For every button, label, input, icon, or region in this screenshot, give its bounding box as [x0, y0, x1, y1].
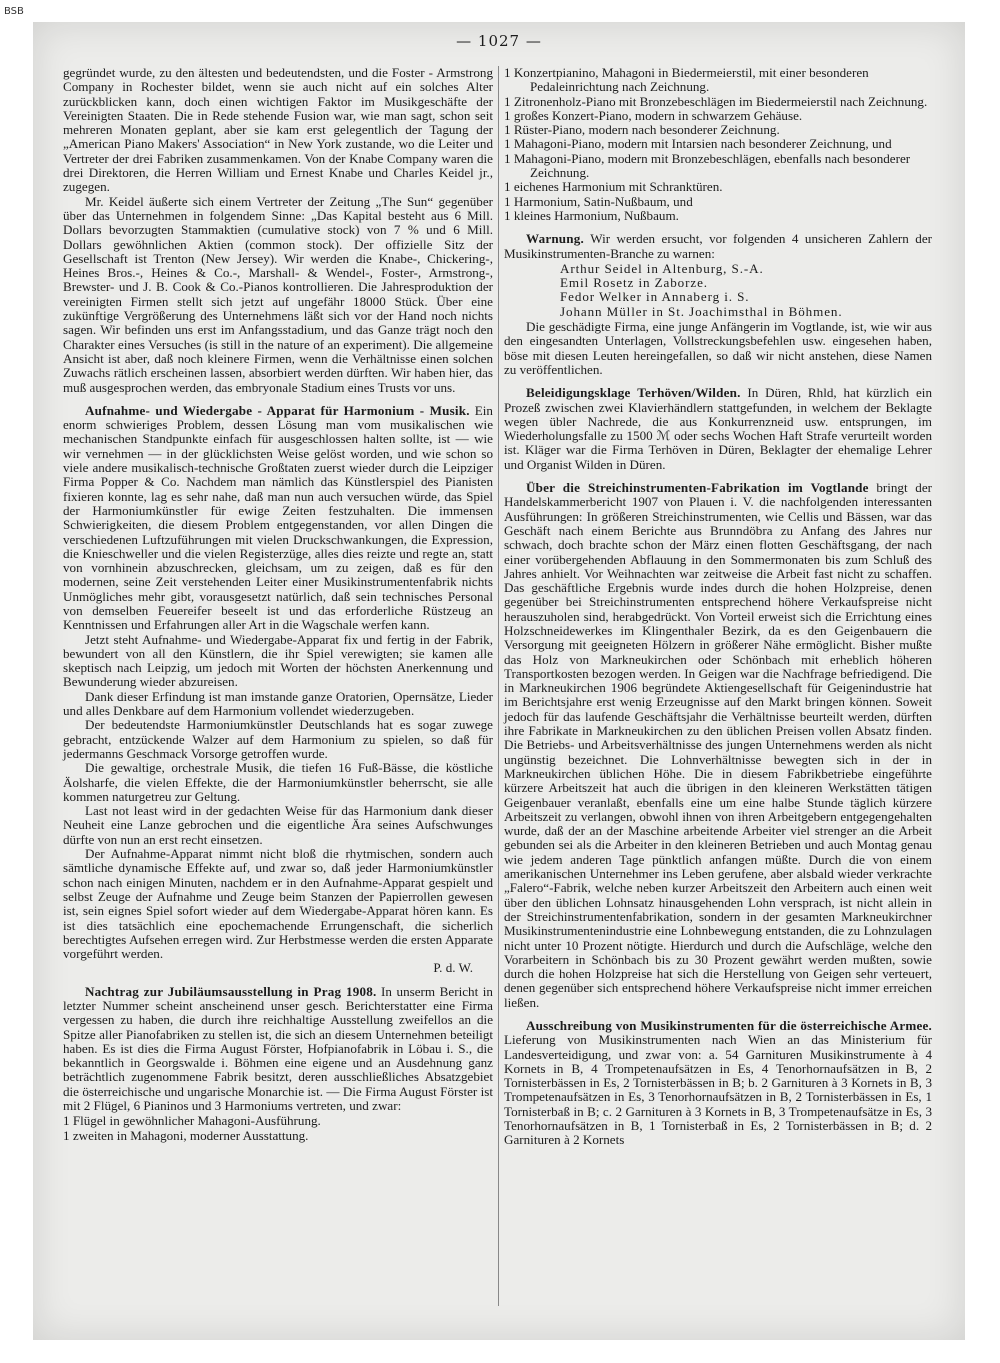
list-item: 1 Zitronenholz-Piano mit Bronzebeschlägen im Biedermeierstil nach Zeichnung. [504, 93, 928, 109]
column-divider [498, 66, 499, 1306]
list-item: 1 Flügel in gewöhnlicher Mahagoni-Ausführung. [63, 1113, 321, 1129]
list-item: Johann Müller in St. Joachimsthal in Böhmen. [560, 303, 843, 319]
list-item: 1 zweiten in Mahagoni, moderner Ausstattung. [63, 1127, 309, 1143]
list-item: 1 Konzertpianino, Mahagoni in Biedermeierstil, mit einer besonderen Pedaleinrichtung nach Zeichnung. [504, 65, 869, 95]
klage-text: In Düren, Rhld, hat kürzlich ein Prozeß zwischen zwei Klavierhändlern stattgefunden, in welchem der Beklagte wegen übler Nachrede, die aus Konkurrenzneid usw. entsprungen, im Wiederholungsfalle zu 1500 ℳ oder sechs Wochen Haft Strafe verurteilt worden ist. Kläger war die Firma Terhöven in Düren, Beklagter der ehemalige Lehrer und Organist Wilden in Düren. [504, 385, 932, 472]
page-number: — 1027 — [456, 32, 542, 50]
fusion-article-continuation: gegründet wurde, zu den ältesten und bedeutendsten, und die Foster - Armstrong Company in Rochester bildet, wenn sie auch nicht auf ein solches Alter zurückblicken kann, doch einen wichtigen Faktor im Musikgeschäfte der Vereinigten Staaten. Die in Rede stehende Fusion war, wie man sagt, schon seit mehreren Monaten geplant, aber sie kam erst gelegentlich der Tagung der „American Piano Makers' Association“ in New York zustande, wo die Leiter und Vertreter der drei Fabriken zusammenkamen. Von der Knabe Company waren die drei Direktoren, die Herren William und Ernest Knabe und Charles Keidel jr., zugegen. [63, 65, 493, 195]
warning-name-list [504, 262, 932, 319]
prag-text: In unserm Bericht in letzter Nummer scheint anscheinend unser gesch. Berichterstatter eine Firma vergessen zu haben, die durch ihre reichhaltige Ausstellung zweifellos an die Spitze aller Pianofabriken zu stellen ist, die sich an diesem Unternehmen beteiligt haben. Es ist dies die Firma August Förster, Hofpianofabrik in Löbau i. S., die bekanntlich in Georgswalde i. Böhmen eine eigene und an Ausdehnung ganz beträchtlich zugenommene Fabrik besitzt, deren ausschließliches Absatzgebiet die österreichische und ungarische Monarchie ist. — Die Firma August Förster ist mit 2 Flügel, 6 Pianinos und 3 Harmoniums vertreten, und zwar: [63, 983, 493, 1114]
prag-article [63, 985, 493, 1114]
list-item: Arthur Seidel in Altenburg, S.-A. [560, 260, 764, 276]
harmonium-paragraph-6: Last not least wird in der gedachten Weise für das Harmonium dank dieser Neuheit eine Lanze gebrochen und die eigentliche Ära seines Aufschwunges dürfte von nun an erst recht einsetzen. [63, 803, 493, 847]
keidel-paragraph: Mr. Keidel äußerte sich einem Vertreter der Zeitung „The Sun“ gegenüber über das Unternehmen in folgendem Sinne: „Das Kapital besteht aus 6 Mill. Dollars bevorzugten Stammaktien (cumulative stock) von 7 % und 6 Mill. Dollars gewöhnlichen Aktien (common stock). Der offizielle Sitz der Gesellschaft ist Trenton (New Jersey). Wir werden die Knabe-, Chickering-, Heines Bros.-, Heines & Co.-, Marshall- & Wendel-, Foster-, Armstrong-, Brewster- und J. B. Cook & Co.-Pianos kontrollieren. Die Jahresproduktion der vereinigten Firmen stellt sich jetzt auf ungefähr 18000 Stück. Über eine zukünftige Vergrößerung des Unternehmens läßt sich vor der Hand noch nichts sagen. Wir befinden uns erst im Anfangsstadium, und das Ganze trägt noch den Charakter eines Versuches (is still in the nature of an experiment). Die allgemeine Ansicht ist aber, daß noch kleinere Firmen, wenn die Verhältnisse einen solchen Zuwachs rätlich erscheinen lassen, absorbiert werden dürften. Wir haben hier, das muß ausgesprochen werden, das embryonale Stadium eines Trusts vor uns. [63, 193, 493, 395]
streich-text: bringt der Handelskammerbericht 1907 von Plauen i. V. die nachfolgenden interessanten Ausführungen: In größeren Streichinstrumenten, wie Cellis und Bässen, war das Geschäft nach einem Berichte aus Brunndöbra zu Anfang des Jahres nur schwach, doch brachte schon der März einen flotten Geschäftsgang, der nach einer vorübergehenden Abflauung in den Sommermonaten bis zum Schluß des Jahres anhielt. Vor Weihnachten war zeitweise die Arbeit fast nicht zu schaffen. Das geschäftliche Ergebnis wurde indes durch die hohen Holzpreise, denen gegenüber bei Streichinstrumenten entsprechend höhere Verkaufspreise nicht herauszuholen sind, herabgedrückt. Von Vorteil erweist sich die Errichtung eines Holzschneidewerkes im Klingenthaler Bezirk, da es den Geigenbauern die Versorgung mit geeigneten Hölzern in größerer Nähe ermöglicht. Bisher mußte das Holz von Markneukirchen oder Schönbach mit erheblich höheren Transportkosten bezogen werden. In Geigen war die Nachfrage befriedigend. Die in Markneukirchen 1906 begründete Aktiengesellschaft für Geigenindustrie hat im Berichtsjahre erst wenig Erzeugnisse auf den Markt bringen können. Soweit jedoch für das laufende Geschäftsjahr die Verhältnisse beurteilt werden, dürften ihre Fabrikate in Markneukirchen zu den üblichen Preisen vollen Absatz finden. Die Betriebs- und Arbeitsverhältnisse des jungen Unternehmens werden als nicht ungünstig bezeichnet. Die Lohnverhältnisse bewegten sich in der in Markneukirchen üblichen Höhe. Die in diesem Fabrikbetriebe eingeführte kürzere Arbeitszeit hat auch die übrigen in den kleineren Werkstätten tätigen Geigenbauer veranlaßt, ebenfalls eine um eine halbe Stunde täglich kürzere Arbeitszeit zu verlangen, obwohl ihnen von ihren Arbeitgebern entgegengehalten wurde, daß der an der Maschine arbeitende Arbeiter viel strenger an die Arbeit gebunden sei als die Arbeiter in den kleineren Betrieben und auch Montag genau wie jedem anderen Tage pünktlich anfangen müßte. Durch die von einem amerikanischen Unternehmer ins Leben gerufene, aber alsbald wieder verkrachte „Falero“-Fabrik, welche neben kurzer Arbeitszeit den Arbeitern auch einen weit über den üblichen Lohnsatz hinausgehenden Lohn versprach, ist nicht allein in der Streichinstrumentenfabrikation, sondern in der gesamten Markneukirchner Musikinstrumentenindustrie eine Lohnbewegung entstanden, die zu Lohnzulagen nicht unter 10 Prozent nötigte. Hierdurch und durch die Aufschläge, welche den Vorarbeitern in Schönbach bis zu 30 Prozent gewährt werden mußten, sowie durch die hohen Holzpreise hat sich die Herstellung von Geigen sehr verteuert, denen gegenüber sich entsprechend höhere Verkaufspreise nicht immer erreichen ließen. [504, 480, 932, 1010]
left-column [63, 66, 493, 1143]
warning-heading: Warnung. [526, 231, 584, 247]
streich-heading: Über die Streichinstrumenten-Fabrikation im Vogtlande [526, 480, 869, 496]
harmonium-paragraph-5: Die gewaltige, orchestrale Musik, die tiefen 16 Fuß-Bässe, die köstliche Äolsharfe, die vielen Effekte, die der Harmoniumkünstler beherrscht, sie alle kommen naturgetreu zur Geltung. [63, 760, 493, 804]
harmonium-heading: Aufnahme- und Wiedergabe - Apparat für Harmonium - Musik. [85, 402, 470, 418]
harmonium-paragraph-4: Der bedeutendste Harmoniumkünstler Deutschlands hat es sogar zuwege gebracht, entzückende Walzer auf dem Harmonium zu spielen, so daß für jedermanns Geschmack Vorsorge getroffen wurde. [63, 717, 493, 761]
harmonium-paragraph-1: Ein enorm schwieriges Problem, dessen Lösung man vom musikalischen wie mechanischen Standpunkte einfach für ausgeschlossen halten sollte, ist — wie wir vernehmen — in der glücklichsten Weise gelöst worden, und wie schon so viele andere musikalisch-technische Großtaten zuerst wieder durch die Leipziger Firma Popper & Co. Nachdem man nämlich das Künstlerspiel des Pianisten fixieren konnte, lag es sehr nahe, daß man nun auch versuchen würde, das Spiel der Harmoniumkünstler für ewige Zeiten festzuhalten. Die immensen Schwierigkeiten, die diesem Problem entgegenstanden, vor allen Dingen die verschiedenen Luftzuführungen mit vielen Druckschwankungen, die Expression, die Knieschweller und die vielen Registerzüge, alles dies reizte und regte an, statt von vornhinein abzuschrecken, gleichsam, um zu zeigen, daß es für den modernen, seine Zeit verstehenden Leiter einer Musikinstrumentenfabrik nichts Unmögliches mehr gibt, vorausgesetzt natürlich, daß sein technisches Personal von demselben Feuereifer beseelt ist und das erforderliche Rüstzeug an Kenntnissen und Erfahrungen aller Art in die Wagschale werfen kann. [63, 402, 493, 633]
warning-article [504, 232, 932, 261]
warning-text: Wir werden ersucht, vor folgenden 4 unsicheren Zahlern der Musikinstrumenten-Branche zu warnen: [504, 231, 932, 261]
list-item: 1 großes Konzert-Piano, modern in schwarzem Gehäuse. [504, 107, 803, 123]
library-stamp: BSB [4, 6, 24, 17]
list-item: 1 Mahagoni-Piano, modern mit Bronzebeschlägen, ebenfalls nach besonderer Zeichnung. [504, 150, 911, 181]
list-item: Fedor Welker in Annaberg i. S. [560, 289, 750, 305]
klage-heading: Beleidigungsklage Terhöven/Wilden. [526, 385, 741, 401]
instrument-list [504, 66, 932, 223]
list-item: 1 Mahagoni-Piano, modern mit Intarsien nach besonderer Zeichnung, und [504, 136, 892, 152]
klage-article [504, 386, 932, 472]
list-item: 1 Rüster-Piano, modern nach besonderer Zeichnung. [504, 122, 780, 138]
harmonium-article [63, 404, 493, 633]
prag-heading: Nachtrag zur Jubiläumsausstellung in Prag 1908. [85, 983, 377, 999]
newspaper-page [33, 22, 965, 1340]
list-item: 1 Harmonium, Satin-Nußbaum, und [504, 193, 693, 209]
prag-item-list [63, 1114, 493, 1143]
right-column [504, 66, 932, 1148]
list-item: 1 kleines Harmonium, Nußbaum. [504, 207, 679, 223]
harmonium-paragraph-7: Der Aufnahme-Apparat nimmt nicht bloß die rhytmischen, sondern auch sämtliche dynamische Effekte auf, und zwar so, daß jeder Harmoniumkünstler schon nach einigen Minuten, nachdem er in den Aufnahme-Apparat gespielt und selbst Zeuge der Aufnahme und Zeuge beim Stanzen der Papierrollen gewesen ist, sein eignes Spiel sofort wieder auf dem Wiedergabe-Apparat hören kann. Es ist dies tatsächlich eine epochemachende Errungenschaft, die sicherlich berechtigtes Aufsehen erregen wird. Zur Herbstmesse werden die ersten Apparate vorgeführt werden. [63, 846, 493, 962]
list-item: 1 eichenes Harmonium mit Schranktüren. [504, 179, 723, 195]
harmonium-paragraph-3: Dank dieser Erfindung ist man imstande ganze Oratorien, Opernsätze, Lieder und alles Denkbare auf dem Harmonium vollendet wiederzugeben. [63, 688, 493, 719]
ausschreibung-heading: Ausschreibung von Musikinstrumenten für die österreichische Armee. [526, 1018, 932, 1033]
ausschreibung-article [504, 1019, 932, 1148]
warning-tail: Die geschädigte Firma, eine junge Anfängerin im Vogtlande, ist, wie wir aus den eingesandten Unterlagen, Vollstreckungsbefehlen usw. eingesehen haben, böse mit diesen Leuten hereingefallen, so daß wir nicht anstehen, diese Namen zu veröffentlichen. [504, 319, 932, 377]
harmonium-signature: P. d. W. [433, 960, 473, 976]
ausschreibung-text: Lieferung von Musikinstrumenten nach Wien an das Ministerium für Landesverteidigung, und zwar von: a. 54 Garnituren Musikinstrumente à 4 Kornets in B, 4 Trompetenaufsätzen in Es, 4 Tenorhornaufsätzen in B, 2 Tornisterbässen in Es, 2 Tornisterbässen in B; b. 2 Garnituren à 3 Kornets in B, 3 Trompetenaufsätzen in Es, 3 Tenorhornaufsätzen in B, 2 Tornisterbässen in Es, 1 Tornisterbaß in B; c. 2 Garnituren à 3 Kornets in B, 3 Trompetenaufsätze in Es, 3 Tenorhornaufsätzen in B, 1 Tornisterbaß in Es, 2 Tornisterbässen in B; d. 2 Garnituren à 2 Kornets [504, 1032, 932, 1148]
streich-article [504, 481, 932, 1010]
list-item: Emil Rosetz in Zaborze. [560, 275, 708, 291]
harmonium-paragraph-2: Jetzt steht Aufnahme- und Wiedergabe-Apparat fix und fertig in der Fabrik, bewundert von all den Künstlern, die ihr Spiel verewigten; sie kamen alle skeptisch nach Leipzig, um jedoch mit Worten der höchsten Anerkennung und Bewunderung wieder abzureisen. [63, 631, 493, 690]
